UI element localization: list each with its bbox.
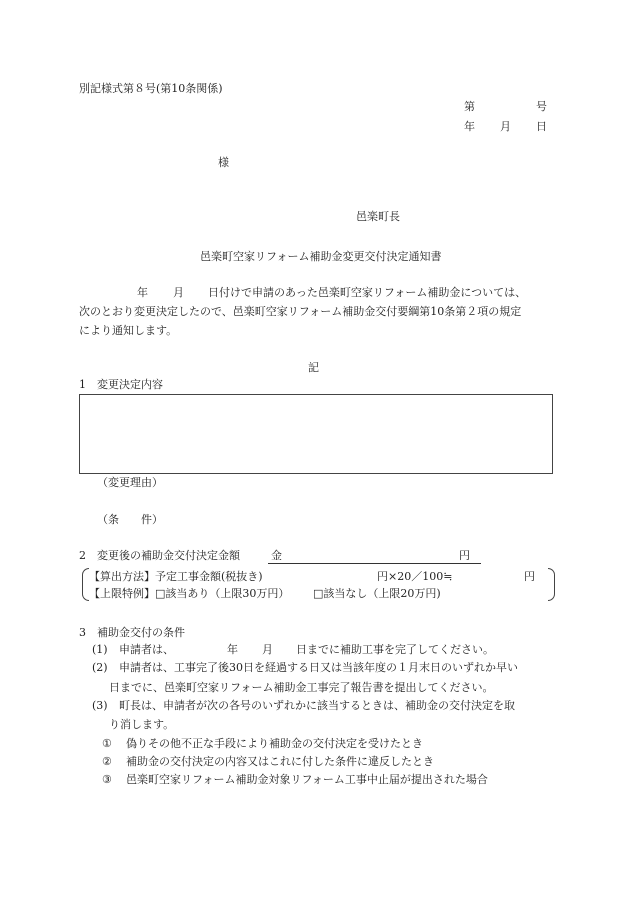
section2-heading: 2 変更後の補助金交付決定金額 bbox=[79, 549, 240, 562]
intro-line-2: 次のとおり変更決定したので、邑楽町空家リフォーム補助金交付要綱第10条第２項の規定 bbox=[79, 305, 522, 318]
item1-number: (1) bbox=[92, 643, 108, 656]
form-id: 別記様式第８号(第10条関係) bbox=[79, 82, 223, 95]
number-suffix: 号 bbox=[536, 100, 547, 113]
date-month: 月 bbox=[500, 120, 511, 133]
ki-heading: 記 bbox=[308, 361, 319, 374]
issuer: 邑楽町長 bbox=[356, 210, 400, 223]
item2-number: (2) bbox=[92, 661, 108, 674]
amount-prefix: 金 bbox=[271, 549, 282, 562]
item2-line-1: 申請者は、工事完了後30日を経過する日又は当該年度の１月末日のいずれか早い bbox=[119, 661, 518, 674]
section3-heading: 3 補助金交付の条件 bbox=[79, 626, 185, 639]
sub3-number: ③ bbox=[102, 773, 112, 786]
calc-formula: 円×20／100≒ bbox=[377, 570, 453, 583]
calc-yen: 円 bbox=[524, 570, 535, 583]
sub1-text: 偽りその他不正な手段により補助金の交付決定を受けたとき bbox=[126, 737, 423, 750]
item3-line-1: 町長は、申請者が次の各号のいずれかに該当するときは、補助金の交付決定を取 bbox=[119, 699, 515, 712]
item1-year: 年 bbox=[227, 643, 238, 656]
sub2-number: ② bbox=[102, 755, 112, 768]
amount-suffix: 円 bbox=[459, 549, 470, 562]
amount-underline bbox=[268, 563, 481, 564]
intro-month: 月 bbox=[173, 286, 184, 299]
intro-year: 年 bbox=[137, 286, 148, 299]
change-content-box bbox=[79, 394, 553, 474]
item1-month: 月 bbox=[262, 643, 273, 656]
date-day: 日 bbox=[536, 120, 547, 133]
document-title: 邑楽町空家リフォーム補助金変更交付決定通知書 bbox=[200, 250, 442, 263]
sub3-text: 邑楽町空家リフォーム補助金対象リフォーム工事中止届が提出された場合 bbox=[126, 773, 488, 786]
bracket-right bbox=[548, 568, 555, 601]
item1-text: 申請者は、 bbox=[119, 643, 174, 656]
addressee-sama: 様 bbox=[218, 156, 229, 169]
sub2-text: 補助金の交付決定の内容又はこれに付した条件に違反したとき bbox=[126, 755, 434, 768]
item3-line-2: り消します。 bbox=[109, 718, 175, 731]
intro-line-1: 日付けで申請のあった邑楽町空家リフォーム補助金については、 bbox=[208, 286, 527, 299]
date-year: 年 bbox=[464, 120, 475, 133]
item3-number: (3) bbox=[92, 699, 108, 712]
bracket-left bbox=[82, 568, 89, 601]
condition-label: （条 件） bbox=[97, 513, 163, 526]
limit-none: □該当なし（上限20万円) bbox=[313, 587, 441, 600]
change-reason-label: （変更理由） bbox=[97, 476, 163, 489]
item1-rest: 日までに補助工事を完了してください。 bbox=[296, 643, 494, 656]
calc-label: 【算出方法】予定工事金額(税抜き) bbox=[89, 570, 263, 583]
item2-line-2: 日までに、邑楽町空家リフォーム補助金工事完了報告書を提出してください。 bbox=[109, 681, 494, 694]
number-prefix: 第 bbox=[464, 100, 475, 113]
limit-label: 【上限特例】□該当あり（上限30万円） bbox=[89, 587, 290, 600]
intro-line-3: により通知します。 bbox=[79, 324, 178, 337]
section1-heading: 1 変更決定内容 bbox=[79, 378, 163, 391]
sub1-number: ① bbox=[102, 737, 112, 750]
